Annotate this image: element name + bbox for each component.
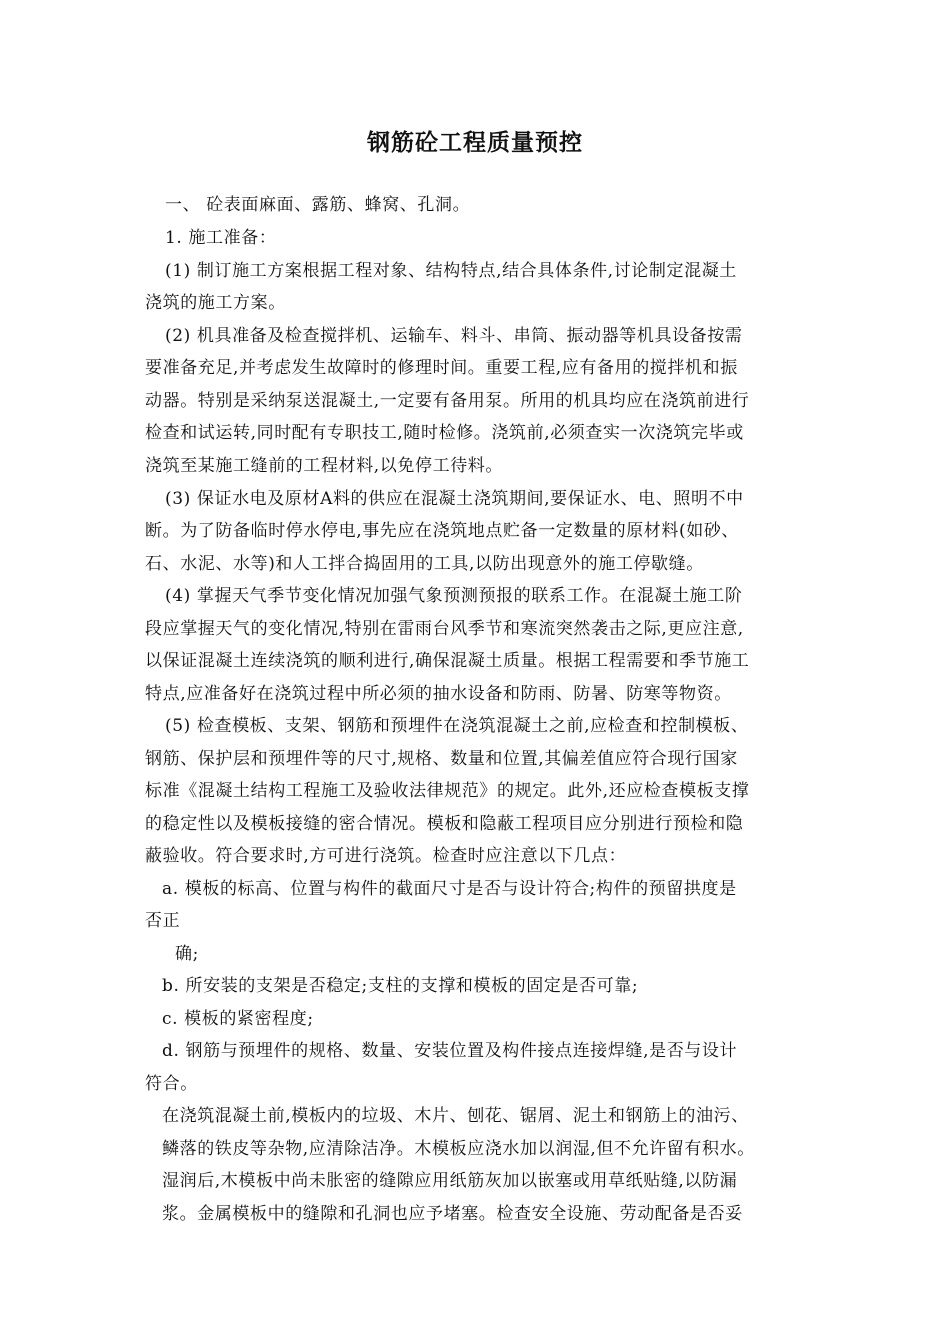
- paragraph-line: 浇筑至某施工缝前的工程材料,以免停工待料。: [145, 456, 504, 476]
- paragraph-line: 石、水泥、水等)和人工拌合捣固用的工具,以防出现意外的施工停歇缝。: [145, 554, 704, 574]
- list-item: d. 钢筋与预埋件的规格、数量、安装位置及构件接点连接焊缝,是否与设计: [162, 1041, 738, 1061]
- paragraph-line: (1) 制订施工方案根据工程对象、结构特点,结合具体条件,讨论制定混凝土: [165, 261, 737, 281]
- paragraph-line: 检查和试运转,同时配有专职技工,随时检修。浇筑前,必须查实一次浇筑完毕或: [145, 423, 744, 443]
- paragraph-line: 蔽验收。符合要求时,方可进行浇筑。检查时应注意以下几点：: [145, 846, 627, 866]
- paragraph-line: 特点,应准备好在浇筑过程中所必须的抽水设备和防雨、防暑、防寒等物资。: [145, 684, 732, 704]
- paragraph-line: 标准《混凝土结构工程施工及验收法律规范》的规定。此外,还应检查模板支撑: [145, 781, 750, 801]
- paragraph-line: 在浇筑混凝土前,模板内的垃圾、木片、刨花、锯屑、泥土和钢筋上的油污、: [162, 1106, 749, 1126]
- paragraph-line: 动器。特别是采纳泵送混凝土,一定要有备用泵。所用的机具均应在浇筑前进行: [145, 391, 750, 411]
- paragraph-line: 浆。金属模板中的缝隙和孔洞也应予堵塞。检查安全设施、劳动配备是否妥: [162, 1204, 743, 1224]
- paragraph-line: (3) 保证水电及原材A料的供应在混凝土浇筑期间,要保证水、电、照明不中: [165, 489, 744, 509]
- list-item: c. 模板的紧密程度;: [162, 1009, 314, 1029]
- paragraph-line: 浇筑的施工方案。: [145, 293, 286, 313]
- list-item-continuation: 符合。: [145, 1074, 198, 1094]
- paragraph-line: 钢筋、保护层和预埋件等的尺寸,规格、数量和位置,其偏差值应符合现行国家: [145, 749, 738, 769]
- paragraph-line: 湿润后,木模板中尚未胀密的缝隙应用纸筋灰加以嵌塞或用草纸贴缝,以防漏: [162, 1171, 738, 1191]
- paragraph-line: 要准备充足,并考虑发生故障时的修理时间。重要工程,应有备用的搅拌机和振: [145, 358, 738, 378]
- paragraph-line: 段应掌握天气的变化情况,特别在雷雨台风季节和寒流突然袭击之际,更应注意,: [145, 619, 744, 639]
- paragraph-line: (5) 检查模板、支架、钢筋和预埋件在浇筑混凝土之前,应检查和控制模板、: [165, 716, 749, 736]
- list-item-continuation: 否正: [145, 911, 181, 931]
- list-item: b. 所安装的支架是否稳定;支柱的支撑和模板的固定是否可靠;: [162, 976, 639, 996]
- paragraph-line: 鳞落的铁皮等杂物,应清除洁净。木模板应浇水加以润湿,但不允许留有积水。: [162, 1139, 755, 1159]
- paragraph-line: (4) 掌握天气季节变化情况加强气象预测预报的联系工作。在混凝土施工阶: [165, 586, 743, 606]
- list-item-continuation: 确;: [175, 944, 199, 964]
- subsection-heading: 1. 施工准备：: [165, 228, 277, 248]
- list-item: a. 模板的标高、位置与构件的截面尺寸是否与设计符合;构件的预留拱度是: [162, 879, 737, 899]
- paragraph-line: 的稳定性以及模板接缝的密合情况。模板和隐蔽工程项目应分别进行预检和隐: [145, 814, 744, 834]
- section-heading: 一、 砼表面麻面、露筋、蜂窝、孔洞。: [165, 195, 471, 215]
- paragraph-line: 以保证混凝土连续浇筑的顺利进行,确保混凝土质量。根据工程需要和季节施工: [145, 651, 750, 671]
- paragraph-line: (2) 机具准备及检查搅拌机、运输车、料斗、串筒、振动器等机具设备按需: [165, 326, 743, 346]
- document-title: 钢筋砼工程质量预控: [367, 129, 583, 156]
- paragraph-line: 断。为了防备临时停水停电,事先应在浇筑地点贮备一定数量的原材料(如砂、: [145, 521, 740, 541]
